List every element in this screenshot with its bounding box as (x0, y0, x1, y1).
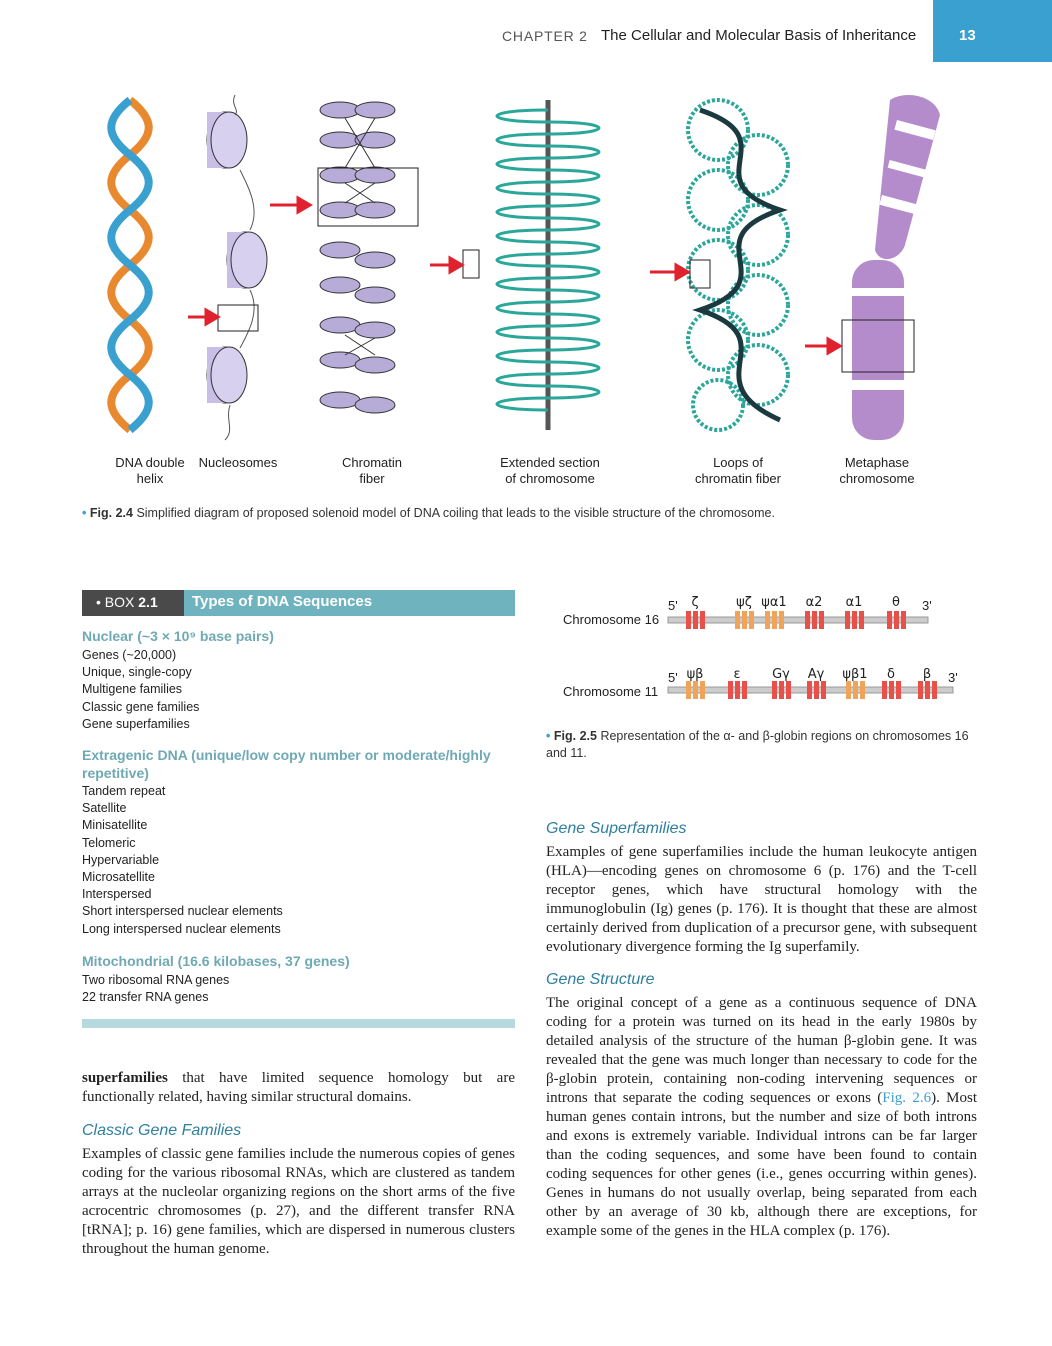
gene-label: α1 (845, 595, 863, 610)
exon-block (772, 681, 777, 699)
gene-label: Gγ (772, 667, 790, 682)
chr16-five-prime: 5' (668, 598, 678, 613)
gene-chr16-0 (686, 595, 705, 629)
metaphase-chromosome (842, 95, 940, 440)
exon-block (686, 611, 691, 629)
gene-chr11-2 (772, 667, 791, 699)
gene-chr16-5 (887, 595, 906, 629)
list-item: Multigene families (82, 682, 183, 697)
gene-label: δ (887, 667, 895, 682)
chromosome-16-label: Chromosome 16 (563, 612, 660, 627)
gene-label: ζ (691, 595, 699, 610)
exon-block (887, 611, 892, 629)
exon-block (779, 681, 784, 699)
paragraph: The original concept of a gene as a continuous sequence of DNA coding for a protein was turned on its head in the early 1980s by detailed analysis of the structure of the human β-globin gene. It was revealed that the gene was much longer than necessary to code for the β-globin protein, containing non-coding intervening sequences or introns that separate the coding sequences or exons (Fig. 2.6). Most human genes contain introns, but the number and size of both introns and exons is extremely variable. Individual introns can be far larger than the coding sequences, and some have been found to contain coding sequences for other genes (i.e., genes occurring within genes). Genes in humans do not usually overlap, being separated from each other by an average of 30 kb, although there are exceptions, for example some of the genes in the HLA complex (p. 176). (546, 995, 977, 1239)
exon-block (700, 681, 705, 699)
exon-block (693, 681, 698, 699)
list-item: Minisatellite (82, 818, 148, 833)
exon-block (812, 611, 817, 629)
list-item: Gene superfamilies (82, 716, 190, 731)
exon-block (901, 611, 906, 629)
list-item: Telomeric (82, 835, 136, 850)
list-item: Tandem repeat (82, 784, 166, 798)
exon-block (749, 611, 754, 629)
page-header (0, 0, 1052, 62)
exon-block (925, 681, 930, 699)
gene-chr16-4 (845, 595, 864, 629)
gene-label: α2 (805, 595, 823, 610)
box-section-heading: Mitochondrial (16.6 kilobases, 37 genes) (82, 953, 350, 969)
exon-block (765, 611, 770, 629)
exon-block (814, 681, 819, 699)
list-item: Microsatellite (82, 870, 155, 885)
list-item: Unique, single-copy (82, 665, 192, 680)
exon-block (807, 681, 812, 699)
exon-block (772, 611, 777, 629)
bullet-icon: • (82, 506, 87, 520)
gene-label: Aγ (807, 667, 825, 682)
exon-block (693, 611, 698, 629)
exon-block (882, 681, 887, 699)
paragraph: Examples of gene superfamilies include the human leukocyte antigen (HLA)—encoding genes on chromosome 6 (p. 176) and the T-cell receptor genes, which have structural homology with the immunoglobulin (Ig) genes (p. 176). It is thought that these are almost certainly derived from duplication of a precursor gene, with subsequent evolutionary divergence forming the Ig superfamily. (546, 844, 977, 955)
globin-regions-figure (660, 590, 970, 715)
chr16-three-prime: 3' (922, 598, 932, 613)
list-item: Satellite (82, 801, 127, 816)
gene-chr11-4 (842, 667, 867, 699)
fig4-label-metaphase: Metaphase chromosome (839, 455, 915, 486)
page-number: 13 (959, 27, 976, 44)
exon-block (889, 681, 894, 699)
exon-block (894, 611, 899, 629)
exon-block (728, 681, 733, 699)
fig4-caption: • Fig. 2.4 Simplified diagram of proposed solenoid model of DNA coiling that leads to the visible structure of the chromosome. (82, 506, 775, 520)
box-section-heading: Nuclear (~3 × 10⁹ base pairs) (82, 628, 274, 644)
exon-block (686, 681, 691, 699)
solenoid-model-figure (100, 80, 960, 455)
chapter-title: The Cellular and Molecular Basis of Inheritance (601, 27, 917, 44)
page-number-box (933, 0, 1052, 62)
section-heading: Gene Superfamilies (546, 820, 687, 837)
chr11-five-prime: 5' (668, 670, 678, 685)
exon-block (846, 681, 851, 699)
list-item: Interspersed (82, 887, 152, 902)
gene-chr16-2 (761, 595, 786, 629)
exon-block (742, 611, 747, 629)
exon-block (805, 611, 810, 629)
box-footer-bar (82, 1019, 515, 1028)
box-section-heading: Extragenic DNA (unique/low copy number or moderate/highly repetitive) (82, 747, 491, 781)
fig4-label-nucleosomes: Nucleosomes (198, 455, 278, 470)
exon-block (859, 611, 864, 629)
bullet-icon: • (546, 729, 551, 743)
exon-block (819, 611, 824, 629)
dna-double-helix (111, 100, 149, 430)
fig4-label-chromatin: Chromatin fiber (342, 455, 402, 486)
box-list (82, 783, 283, 938)
gene-chr11-3 (807, 667, 826, 699)
exon-block (735, 681, 740, 699)
chromosome-11-label: Chromosome 11 (563, 684, 659, 699)
list-item: Genes (~20,000) (82, 648, 177, 662)
exon-block (742, 681, 747, 699)
gene-label: ψβ (686, 667, 704, 682)
exon-block (932, 681, 937, 699)
exon-block (786, 681, 791, 699)
box-title: Types of DNA Sequences (192, 593, 373, 610)
exon-block (896, 681, 901, 699)
exon-block (918, 681, 923, 699)
list-item: Classic gene families (82, 699, 200, 714)
box-list (82, 647, 199, 733)
chr11-three-prime: 3' (948, 670, 958, 685)
exon-block (821, 681, 826, 699)
chromatin-fiber (318, 102, 418, 413)
gene-label: β (922, 667, 932, 682)
gene-chr16-1 (735, 595, 754, 629)
fig4-label-loops: Loops of chromatin fiber (695, 455, 781, 486)
list-item: Short interspersed nuclear elements (82, 904, 283, 919)
list-item: Long interspersed nuclear elements (82, 921, 281, 936)
chromatin-loops (688, 100, 788, 430)
gene-label: ψβ1 (842, 667, 868, 682)
exon-block (779, 611, 784, 629)
section-heading: Classic Gene Families (82, 1122, 242, 1139)
exon-block (853, 681, 858, 699)
gene-chr11-0 (686, 667, 705, 699)
section-heading: Gene Structure (546, 971, 655, 988)
nucleosomes (207, 95, 267, 440)
gene-chr16-3 (805, 595, 824, 629)
gene-chr11-1 (728, 667, 747, 699)
fig4-label-dna-helix: DNA double helix (115, 455, 185, 486)
exon-block (845, 611, 850, 629)
fig5-caption: • Fig. 2.5 Representation of the α- and β-globin regions on chromosomes 16 and 11. (546, 729, 969, 760)
paragraph: superfamilies that have limited sequence homology but are functionally related, having similar structural domains. (82, 1070, 515, 1105)
fig4-label-extended: Extended section of chromosome (500, 455, 600, 486)
gene-label: θ (892, 595, 900, 610)
exon-block (860, 681, 865, 699)
gene-label: ε (733, 667, 741, 682)
exon-block (852, 611, 857, 629)
box-list (82, 972, 229, 1006)
box-tag: • BOX 2.1 (82, 590, 184, 616)
gene-label: ψζ (736, 595, 752, 610)
extended-chromosome-section (463, 100, 599, 430)
exon-block (735, 611, 740, 629)
fig-reference-link[interactable]: Fig. 2.6 (882, 1090, 932, 1106)
paragraph: Examples of classic gene families include the numerous copies of genes coding for the various ribosomal RNAs, which are clustered as tandem arrays at the nucleolar organizing regions on the short arms of the five acrocentric chromosomes (p. 27), and the different transfer RNA [tRNA]; p. 16) gene families, which are dispersed in numerous clusters throughout the human genome. (82, 1146, 515, 1257)
gene-chr11-5 (882, 667, 901, 699)
gene-chr11-6 (918, 667, 937, 699)
exon-block (700, 611, 705, 629)
list-item: Hypervariable (82, 852, 160, 867)
chapter-label: CHAPTER 2 (502, 28, 588, 44)
list-item: Two ribosomal RNA genes (82, 973, 230, 987)
list-item: 22 transfer RNA genes (82, 990, 209, 1005)
gene-label: ψα1 (761, 595, 787, 610)
